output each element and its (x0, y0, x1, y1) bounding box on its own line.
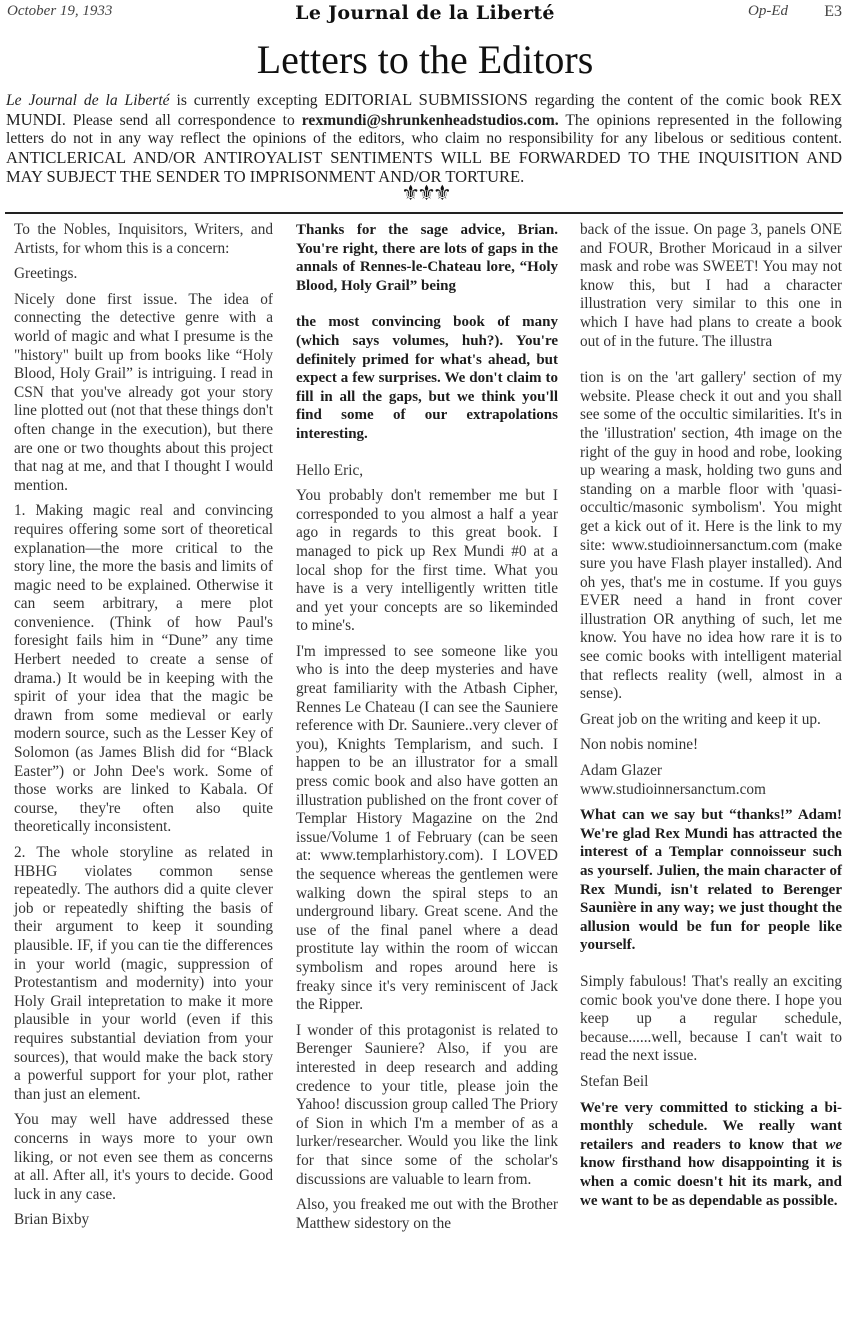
letter-paragraph: You probably don't remember me but I corresponded to you almost a half a year ago in regards to this great book. I managed to pick up Rex Mundi #0 at a local shop for the first time. What you have is a very intelligently written title and yet your concepts are so likeminded to mine's. (296, 487, 558, 635)
intro-caps: REX MUNDI (6, 90, 842, 129)
letter-paragraph: Non nobis nomine! (580, 736, 699, 754)
page-number: E3 (824, 3, 842, 20)
letter-paragraph: Hello Eric, (296, 461, 364, 479)
spacer (580, 962, 842, 973)
intro-caps: EDITORIAL SUBMISSIONS (324, 90, 528, 109)
letter-paragraph: 2. The whole storyline as related in HBHG violates common sense repeatedly. The authors did a quite clever job or repeatedly shifting the basis of their argument to keep it sounding plausible. IF, if you can tie the differences in your world (magic, suppression of Protestantism and modernity) into your Holy Grail intepretation to make it more plausible in your world (even if this requires substantial deviation from your sources), that would make the back story a powerful support for your plot, rather than just an element. (14, 844, 273, 1103)
signature-website-link[interactable]: www.studioinnersanctum.com (580, 780, 766, 798)
fleur-de-lis-ornament-icon: ⚜⚜⚜ (401, 181, 449, 205)
intro-text: The opinions represented in the following letters do not in any way reflect the opinions of the editors, who claim no responsibility for any libelous or seditious content. (6, 111, 842, 148)
spacer (580, 358, 842, 369)
editorial-notice (6, 91, 842, 188)
editor-reply: Thanks for the sage advice, Brian. You're right, there are lots of gaps in the annals of Rennes-le-Chateau lore, “Holy Blood, Holy Grail” being (296, 222, 558, 294)
letter-paragraph: You may well have addressed these concerns in ways more to your own liking, or not even see them as concerns at all. After all, it's yours to decide. Good luck in any case. (14, 1111, 273, 1203)
column-3 (580, 221, 842, 1217)
letter-paragraph: Great job on the writing and keep it up. (580, 710, 821, 728)
letter-paragraph: tion is on the 'art gallery' section of my website. Please check it out and you shall see some of the occultic similarities. It's in the 'illustration' section, 4th image on the right of the guy in hood and robe, looking up wearing a mask, holding two guns and standing on a marble floor with 'quasi-occultic/masonic symbolism'. You might get a kick out of it. Here is the link to my site: www.studioinnersanctum.com (make sure you have Flash player installed). And oh yes, that's me in costume. If you guys EVER need a hand in front cover illustration OR anything of such, let me know. You have no idea how rare it is to see comic books with intelligent material that reflects reality (well, almost in a sense). (580, 369, 842, 703)
masthead (0, 0, 850, 30)
spacer (296, 451, 558, 462)
letter-paragraph: I'm impressed to see someone like you who is into the deep mysteries and have great familiarity with the Atbash Cipher, Rennes Le Chateau (I can see the Sauniere reference with Dr. Sauniere..very clever of you), Knights Templarism, and such. I happen to be an illustrator for a small press comic book and also have gotten an illustration published on the front cover of Templar History Magazine on the 2nd issue/Volume 1 of February (can be seen at: www.templarhistory.com). I LOVED the sequence whereas the gentlemen were walking down the spiral steps to an underground libary. Great scene. And the use of the final panel where a dead prostitute lay within the room of wiccan symbolism and ropes around here is freaky since it's very reminiscent of Jack the Ripper. (296, 642, 558, 1014)
submission-email-link[interactable]: rexmundi@shrunkenheadstudios.com. (301, 111, 559, 129)
editor-reply (580, 1099, 842, 1211)
spacer (296, 302, 558, 313)
letter-paragraph: Simply fabulous! That's really an exciting comic book you've done there. I hope you keep up a regular schedule, because......well, because I can't wait to read the next issue. (580, 972, 842, 1065)
letter-paragraph: To the Nobles, Inquisitors, Writers, and Artists, for whom this is a concern: (14, 221, 273, 257)
letter-signature: Adam Glazer (580, 762, 662, 780)
page-title: Letters to the Editors (256, 37, 594, 82)
letter-paragraph: Nicely done first issue. The idea of connecting the detective genre with a world of magic and what I presume is the "history" built up from books like “Holy Blood, Holy Grail” is intriguing. I read in CSN that you've already got your story line plotted out (not that these things don't often change in the execution), but there are one or two thoughts about this project that nag at me, and that I thought I would mention. (14, 290, 273, 494)
letter-paragraph: I wonder of this protagonist is related to Berenger Sauniere? Also, if you are interested in deep research and adding credence to your title, please join the Yahoo! discussion group called The Priory of Sion in which I'm a member of as a lurker/researcher. Would you like the link for that since some of the scholar's discussions are valuable to learn from. (296, 1021, 558, 1188)
letter-paragraph: 1. Making magic real and convincing requires offering some sort of theoretical explanation—the more critical to the story line, the more the basis and limits of magic need to be explained. Otherwise it can seem arbitrary, a mere plot convenience. (Think of how Paul's foresight fails him in “Dune” any time Herbert needed to create a sense of drama.) It would be in keeping with the spirit of your idea that the magic be drawn from some medieval or early modern source, such as the Lesser Key of Solomon (as James Blish did for “Black Easter”) or John Dee's work. Some of those works are linked to Kabala. Of course, they're often also quite theoretically inconsistent. (14, 502, 273, 836)
reply-emphasis: we (825, 1136, 842, 1153)
letter-paragraph: Also, you freaked me out with the Brother Matthew sidestory on the (296, 1196, 558, 1232)
reply-text: know firsthand how disappointing it is when a comic doesn't hit its mark, and we want to be as dependable as possible. (580, 1155, 842, 1209)
letter-paragraph: Greetings. (14, 265, 78, 283)
intro-text: . Please send all correspondence to (61, 111, 302, 129)
intro-text: is currently excepting (169, 92, 325, 109)
inquisition-warning: ANTICLERICAL AND/OR ANTIROYALIST SENTIMENTS WILL BE FORWARDED TO THE INQUISITION AND MAY SUBJECT THE SENDER TO IMPRISONMENT AND/OR TORTURE. (6, 147, 842, 187)
column-2 (296, 221, 558, 1240)
editor-reply: What can we say but “thanks!” Adam! We're glad Rex Mundi has attracted the interest of a Templar connoisseur such as yourself. Julien, the main character of Rex Mundi, isn't related to Berenger Saunière in any way; we just thought the allusion would be fun for people like yourself. (580, 807, 842, 954)
letter-signature: Brian Bixby (14, 1211, 90, 1229)
intro-text: regarding the content of the comic book (527, 92, 809, 109)
newspaper-name: Le Journal de la Liberté (295, 2, 555, 24)
section-label: Op-Ed (748, 3, 788, 19)
letter-paragraph: back of the issue. On page 3, panels ONE and FOUR, Brother Moricaud in a silver mask and robe was SWEET! You may not know this, but I had a character illustration very similar to this one in which I have had plans to create a book out of in the future. The illustra (580, 221, 842, 350)
reply-text: We're very committed to sticking a bi-monthly schedule. We really want retailers and readers to know that (580, 1099, 842, 1153)
issue-date: October 19, 1933 (7, 3, 113, 19)
intro-paper-name: Le Journal de la Liberté (6, 92, 170, 109)
column-1 (14, 221, 273, 1237)
letter-signature: Stefan Beil (580, 1072, 649, 1090)
section-divider (5, 212, 843, 214)
editor-reply: the most convincing book of many (which says volumes, huh?). You're definitely primed for what's ahead, but expect a few surprises. We don't claim to fill in all the gaps, but we think you'll find some of our extrapolations interesting. (296, 314, 558, 442)
